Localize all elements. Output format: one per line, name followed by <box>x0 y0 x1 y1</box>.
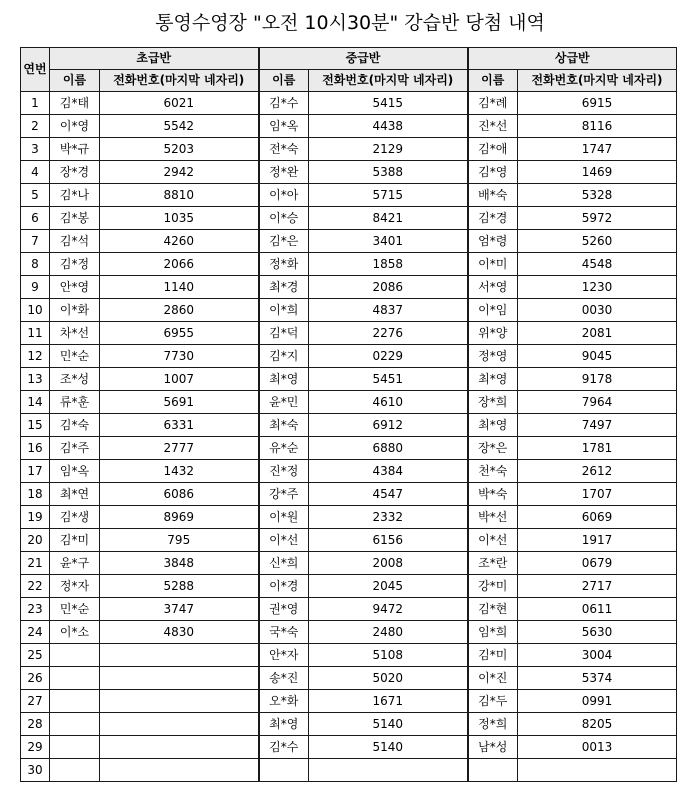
row-number-cell: 11 <box>21 322 50 345</box>
beginner-phone-cell: 3848 <box>100 552 259 575</box>
beginner-phone-cell <box>100 759 259 782</box>
beginner-phone-cell <box>100 713 259 736</box>
beginner-phone-cell: 1007 <box>100 368 259 391</box>
intermediate-phone-cell: 5020 <box>309 667 468 690</box>
advanced-phone-cell: 0991 <box>518 690 677 713</box>
beginner-phone-cell: 2777 <box>100 437 259 460</box>
intermediate-phone-cell: 4610 <box>309 391 468 414</box>
intermediate-phone-cell: 0229 <box>309 345 468 368</box>
beginner-phone-cell: 2066 <box>100 253 259 276</box>
intermediate-name-cell: 신*희 <box>259 552 309 575</box>
beginner-name-cell: 김*나 <box>50 184 100 207</box>
beginner-phone-cell: 5691 <box>100 391 259 414</box>
advanced-phone-cell: 1747 <box>518 138 677 161</box>
table-row <box>21 299 677 322</box>
table-row <box>21 713 677 736</box>
advanced-phone-cell: 2612 <box>518 460 677 483</box>
table-row <box>21 529 677 552</box>
advanced-class-header: 상급반 <box>468 48 677 70</box>
beginner-name-cell: 조*성 <box>50 368 100 391</box>
advanced-name-cell: 김*영 <box>468 161 518 184</box>
row-number-cell: 30 <box>21 759 50 782</box>
advanced-phone-cell: 7964 <box>518 391 677 414</box>
beginner-name-cell: 정*자 <box>50 575 100 598</box>
advanced-phone-cell: 5972 <box>518 207 677 230</box>
row-number-cell: 10 <box>21 299 50 322</box>
beginner-name-cell: 민*순 <box>50 345 100 368</box>
advanced-name-cell: 박*숙 <box>468 483 518 506</box>
beginner-name-cell: 장*경 <box>50 161 100 184</box>
page-title: 통영수영장 "오전 10시30분" 강습반 당첨 내역 <box>155 12 545 34</box>
beginner-phone-cell: 5203 <box>100 138 259 161</box>
beginner-name-cell: 안*영 <box>50 276 100 299</box>
table-row <box>21 483 677 506</box>
beginner-phone-cell: 6021 <box>100 92 259 115</box>
beginner-name-cell: 김*태 <box>50 92 100 115</box>
advanced-phone-cell: 5374 <box>518 667 677 690</box>
beginner-name-cell <box>50 736 100 759</box>
advanced-name-cell: 엄*령 <box>468 230 518 253</box>
row-number-cell: 19 <box>21 506 50 529</box>
row-number-cell: 8 <box>21 253 50 276</box>
advanced-phone-cell: 4548 <box>518 253 677 276</box>
advanced-phone-cell: 8116 <box>518 115 677 138</box>
intermediate-name-cell: 이*경 <box>259 575 309 598</box>
table-row <box>21 552 677 575</box>
row-number-cell: 21 <box>21 552 50 575</box>
name-column-header: 이름 <box>259 70 309 92</box>
beginner-phone-cell: 6331 <box>100 414 259 437</box>
name-column-header: 이름 <box>50 70 100 92</box>
row-number-cell: 12 <box>21 345 50 368</box>
intermediate-name-cell: 최*숙 <box>259 414 309 437</box>
advanced-name-cell: 남*성 <box>468 736 518 759</box>
row-number-cell: 23 <box>21 598 50 621</box>
table-row <box>21 690 677 713</box>
beginner-phone-cell: 3747 <box>100 598 259 621</box>
advanced-name-cell: 박*선 <box>468 506 518 529</box>
table-row <box>21 322 677 345</box>
beginner-name-cell: 이*영 <box>50 115 100 138</box>
advanced-name-cell <box>468 759 518 782</box>
intermediate-phone-cell: 2086 <box>309 276 468 299</box>
advanced-name-cell: 장*희 <box>468 391 518 414</box>
advanced-phone-cell: 0611 <box>518 598 677 621</box>
intermediate-name-cell <box>259 759 309 782</box>
intermediate-phone-cell: 4384 <box>309 460 468 483</box>
row-number-cell: 22 <box>21 575 50 598</box>
intermediate-name-cell: 김*수 <box>259 92 309 115</box>
intermediate-name-cell: 김*수 <box>259 736 309 759</box>
intermediate-phone-cell: 6880 <box>309 437 468 460</box>
intermediate-phone-cell: 5415 <box>309 92 468 115</box>
table-row <box>21 138 677 161</box>
beginner-phone-cell: 2942 <box>100 161 259 184</box>
beginner-name-cell: 이*소 <box>50 621 100 644</box>
row-number-cell: 24 <box>21 621 50 644</box>
beginner-phone-cell: 1035 <box>100 207 259 230</box>
beginner-name-cell: 최*연 <box>50 483 100 506</box>
row-number-cell: 14 <box>21 391 50 414</box>
table-row <box>21 92 677 115</box>
intermediate-name-cell: 이*아 <box>259 184 309 207</box>
intermediate-name-cell: 정*화 <box>259 253 309 276</box>
intermediate-name-cell: 임*옥 <box>259 115 309 138</box>
advanced-name-cell: 최*영 <box>468 368 518 391</box>
intermediate-name-cell: 국*숙 <box>259 621 309 644</box>
intermediate-phone-cell: 5140 <box>309 736 468 759</box>
table-row <box>21 276 677 299</box>
advanced-phone-cell <box>518 759 677 782</box>
advanced-name-cell: 장*은 <box>468 437 518 460</box>
table-row <box>21 207 677 230</box>
table-row <box>21 759 677 782</box>
intermediate-phone-cell: 2480 <box>309 621 468 644</box>
table-row <box>21 184 677 207</box>
table-row <box>21 575 677 598</box>
beginner-phone-cell: 6955 <box>100 322 259 345</box>
advanced-name-cell: 진*선 <box>468 115 518 138</box>
table-row <box>21 598 677 621</box>
advanced-phone-cell: 1230 <box>518 276 677 299</box>
beginner-phone-cell <box>100 736 259 759</box>
intermediate-name-cell: 윤*민 <box>259 391 309 414</box>
intermediate-phone-cell: 2045 <box>309 575 468 598</box>
advanced-phone-cell: 0013 <box>518 736 677 759</box>
advanced-phone-cell: 5260 <box>518 230 677 253</box>
intermediate-phone-cell: 5388 <box>309 161 468 184</box>
table-row <box>21 391 677 414</box>
beginner-name-cell <box>50 690 100 713</box>
intermediate-name-cell: 진*정 <box>259 460 309 483</box>
row-number-header: 연번 <box>21 48 50 92</box>
beginner-name-cell: 김*주 <box>50 437 100 460</box>
table-row <box>21 621 677 644</box>
table-row <box>21 414 677 437</box>
table-row <box>21 161 677 184</box>
beginner-phone-cell: 5542 <box>100 115 259 138</box>
beginner-phone-cell <box>100 667 259 690</box>
intermediate-phone-cell: 5451 <box>309 368 468 391</box>
table-row <box>21 115 677 138</box>
name-column-header: 이름 <box>468 70 518 92</box>
intermediate-phone-cell: 6912 <box>309 414 468 437</box>
intermediate-phone-cell: 6156 <box>309 529 468 552</box>
beginner-phone-cell: 1432 <box>100 460 259 483</box>
advanced-name-cell: 김*현 <box>468 598 518 621</box>
row-number-cell: 16 <box>21 437 50 460</box>
intermediate-name-cell: 권*영 <box>259 598 309 621</box>
advanced-name-cell: 강*미 <box>468 575 518 598</box>
advanced-name-cell: 정*영 <box>468 345 518 368</box>
intermediate-phone-cell: 2332 <box>309 506 468 529</box>
advanced-phone-cell: 9045 <box>518 345 677 368</box>
beginner-name-cell: 김*미 <box>50 529 100 552</box>
beginner-name-cell: 김*봉 <box>50 207 100 230</box>
beginner-name-cell: 김*생 <box>50 506 100 529</box>
advanced-name-cell: 이*임 <box>468 299 518 322</box>
advanced-name-cell: 서*영 <box>468 276 518 299</box>
row-number-cell: 1 <box>21 92 50 115</box>
row-number-cell: 17 <box>21 460 50 483</box>
advanced-phone-cell: 2081 <box>518 322 677 345</box>
advanced-phone-cell: 3004 <box>518 644 677 667</box>
beginner-phone-cell: 8969 <box>100 506 259 529</box>
beginner-name-cell <box>50 713 100 736</box>
intermediate-name-cell: 송*진 <box>259 667 309 690</box>
advanced-name-cell: 배*숙 <box>468 184 518 207</box>
advanced-name-cell: 위*양 <box>468 322 518 345</box>
advanced-name-cell: 이*진 <box>468 667 518 690</box>
intermediate-phone-cell: 1858 <box>309 253 468 276</box>
intermediate-name-cell: 최*경 <box>259 276 309 299</box>
intermediate-name-cell: 강*주 <box>259 483 309 506</box>
advanced-phone-cell: 1917 <box>518 529 677 552</box>
beginner-phone-cell <box>100 644 259 667</box>
table-row <box>21 460 677 483</box>
advanced-phone-cell: 9178 <box>518 368 677 391</box>
beginner-name-cell: 윤*구 <box>50 552 100 575</box>
beginner-name-cell: 이*화 <box>50 299 100 322</box>
intermediate-class-header: 중급반 <box>259 48 468 70</box>
beginner-name-cell: 박*규 <box>50 138 100 161</box>
phone-column-header: 전화번호(마지막 네자리) <box>100 70 259 92</box>
beginner-phone-cell: 7730 <box>100 345 259 368</box>
intermediate-name-cell: 이*선 <box>259 529 309 552</box>
intermediate-phone-cell: 2276 <box>309 322 468 345</box>
intermediate-phone-cell: 4438 <box>309 115 468 138</box>
intermediate-name-cell: 유*순 <box>259 437 309 460</box>
advanced-phone-cell: 6915 <box>518 92 677 115</box>
row-number-cell: 29 <box>21 736 50 759</box>
intermediate-phone-cell: 5715 <box>309 184 468 207</box>
intermediate-phone-cell: 2129 <box>309 138 468 161</box>
intermediate-phone-cell: 5140 <box>309 713 468 736</box>
advanced-phone-cell: 6069 <box>518 506 677 529</box>
advanced-name-cell: 이*미 <box>468 253 518 276</box>
table-row <box>21 644 677 667</box>
row-number-cell: 5 <box>21 184 50 207</box>
beginner-name-cell <box>50 644 100 667</box>
advanced-name-cell: 김*례 <box>468 92 518 115</box>
beginner-name-cell: 민*순 <box>50 598 100 621</box>
intermediate-name-cell: 최*영 <box>259 368 309 391</box>
intermediate-phone-cell <box>309 759 468 782</box>
intermediate-name-cell: 김*은 <box>259 230 309 253</box>
table-row <box>21 368 677 391</box>
advanced-name-cell: 정*희 <box>468 713 518 736</box>
table-row <box>21 736 677 759</box>
beginner-phone-cell: 4260 <box>100 230 259 253</box>
row-number-cell: 15 <box>21 414 50 437</box>
advanced-phone-cell: 5630 <box>518 621 677 644</box>
beginner-name-cell: 김*정 <box>50 253 100 276</box>
advanced-phone-cell: 0030 <box>518 299 677 322</box>
beginner-phone-cell: 6086 <box>100 483 259 506</box>
lottery-results-table <box>20 47 677 782</box>
beginner-phone-cell: 5288 <box>100 575 259 598</box>
intermediate-phone-cell: 9472 <box>309 598 468 621</box>
phone-column-header: 전화번호(마지막 네자리) <box>518 70 677 92</box>
row-number-cell: 4 <box>21 161 50 184</box>
intermediate-name-cell: 전*숙 <box>259 138 309 161</box>
intermediate-phone-cell: 2008 <box>309 552 468 575</box>
table-row <box>21 253 677 276</box>
advanced-name-cell: 이*선 <box>468 529 518 552</box>
phone-column-header: 전화번호(마지막 네자리) <box>309 70 468 92</box>
advanced-name-cell: 김*애 <box>468 138 518 161</box>
beginner-phone-cell: 1140 <box>100 276 259 299</box>
advanced-phone-cell: 8205 <box>518 713 677 736</box>
beginner-name-cell: 류*훈 <box>50 391 100 414</box>
row-number-cell: 9 <box>21 276 50 299</box>
intermediate-name-cell: 이*승 <box>259 207 309 230</box>
intermediate-name-cell: 최*영 <box>259 713 309 736</box>
row-number-cell: 28 <box>21 713 50 736</box>
row-number-cell: 13 <box>21 368 50 391</box>
row-number-cell: 20 <box>21 529 50 552</box>
intermediate-phone-cell: 1671 <box>309 690 468 713</box>
intermediate-phone-cell: 4547 <box>309 483 468 506</box>
table-row <box>21 506 677 529</box>
intermediate-name-cell: 김*덕 <box>259 322 309 345</box>
advanced-phone-cell: 0679 <box>518 552 677 575</box>
advanced-name-cell: 최*영 <box>468 414 518 437</box>
advanced-name-cell: 김*미 <box>468 644 518 667</box>
beginner-class-header: 초급반 <box>50 48 259 70</box>
intermediate-phone-cell: 8421 <box>309 207 468 230</box>
beginner-name-cell <box>50 667 100 690</box>
table-row <box>21 345 677 368</box>
row-number-cell: 2 <box>21 115 50 138</box>
beginner-phone-cell: 8810 <box>100 184 259 207</box>
intermediate-phone-cell: 5108 <box>309 644 468 667</box>
advanced-phone-cell: 1707 <box>518 483 677 506</box>
table-row <box>21 437 677 460</box>
beginner-phone-cell <box>100 690 259 713</box>
beginner-phone-cell: 4830 <box>100 621 259 644</box>
intermediate-name-cell: 김*지 <box>259 345 309 368</box>
advanced-phone-cell: 1781 <box>518 437 677 460</box>
row-number-cell: 7 <box>21 230 50 253</box>
beginner-name-cell: 임*옥 <box>50 460 100 483</box>
beginner-name-cell: 김*숙 <box>50 414 100 437</box>
row-number-cell: 6 <box>21 207 50 230</box>
advanced-name-cell: 김*경 <box>468 207 518 230</box>
row-number-cell: 18 <box>21 483 50 506</box>
row-number-cell: 3 <box>21 138 50 161</box>
beginner-name-cell: 김*석 <box>50 230 100 253</box>
advanced-phone-cell: 7497 <box>518 414 677 437</box>
intermediate-name-cell: 이*희 <box>259 299 309 322</box>
row-number-cell: 25 <box>21 644 50 667</box>
intermediate-name-cell: 정*완 <box>259 161 309 184</box>
advanced-name-cell: 임*희 <box>468 621 518 644</box>
row-number-cell: 26 <box>21 667 50 690</box>
advanced-name-cell: 천*숙 <box>468 460 518 483</box>
intermediate-phone-cell: 3401 <box>309 230 468 253</box>
advanced-phone-cell: 5328 <box>518 184 677 207</box>
beginner-name-cell: 차*선 <box>50 322 100 345</box>
intermediate-phone-cell: 4837 <box>309 299 468 322</box>
table-row <box>21 230 677 253</box>
advanced-name-cell: 김*두 <box>468 690 518 713</box>
row-number-cell: 27 <box>21 690 50 713</box>
advanced-phone-cell: 2717 <box>518 575 677 598</box>
intermediate-name-cell: 안*자 <box>259 644 309 667</box>
beginner-name-cell <box>50 759 100 782</box>
beginner-phone-cell: 795 <box>100 529 259 552</box>
intermediate-name-cell: 이*원 <box>259 506 309 529</box>
beginner-phone-cell: 2860 <box>100 299 259 322</box>
advanced-name-cell: 조*란 <box>468 552 518 575</box>
table-row <box>21 667 677 690</box>
intermediate-name-cell: 오*화 <box>259 690 309 713</box>
advanced-phone-cell: 1469 <box>518 161 677 184</box>
